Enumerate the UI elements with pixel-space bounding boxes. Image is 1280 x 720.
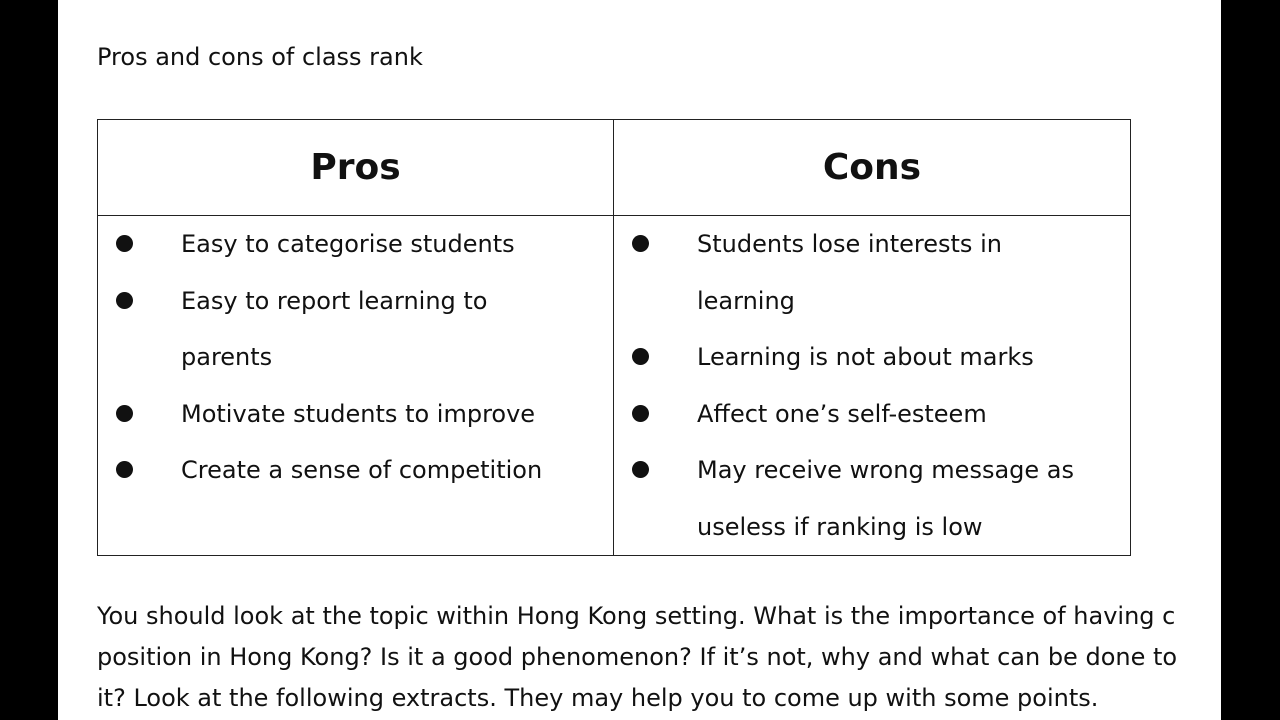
list-item-line: Easy to categorise students	[181, 230, 515, 258]
bullet-icon	[632, 461, 649, 478]
page-title: Pros and cons of class rank	[97, 43, 423, 71]
bullet-icon	[116, 461, 133, 478]
list-item	[614, 329, 1130, 386]
list-item	[614, 442, 1130, 555]
list-item-line: Create a sense of competition	[181, 456, 543, 484]
cons-column	[614, 120, 1130, 555]
cons-list	[614, 216, 1130, 555]
pros-heading: Pros	[98, 120, 613, 216]
list-item-line: learning	[697, 286, 795, 315]
bullet-icon	[632, 405, 649, 422]
pros-list	[98, 216, 613, 499]
bullet-icon	[632, 348, 649, 365]
list-item	[614, 216, 1130, 329]
list-item-line: parents	[181, 343, 273, 371]
pros-column	[98, 120, 614, 555]
list-item-line: Affect one’s self-esteem	[697, 399, 987, 428]
list-item-line: Easy to report learning to	[181, 286, 488, 315]
list-item-line: useless if ranking is low	[697, 512, 983, 541]
pros-cons-table	[97, 119, 1131, 556]
bullet-icon	[116, 405, 133, 422]
document-page	[58, 0, 1221, 720]
list-item	[614, 386, 1130, 443]
list-item	[98, 386, 613, 443]
list-item	[98, 216, 613, 273]
bullet-icon	[116, 235, 133, 252]
bullet-icon	[632, 235, 649, 252]
paragraph-line: You should look at the topic within Hong Kong setting. What is the importance of having c	[97, 602, 1176, 630]
list-item-line: Students lose interests in	[697, 230, 1002, 258]
instruction-paragraph	[97, 596, 1221, 719]
list-item-line: Motivate students to improve	[181, 399, 536, 428]
cons-heading: Cons	[614, 120, 1130, 216]
list-item	[98, 273, 613, 386]
list-item	[98, 442, 613, 499]
bullet-icon	[116, 292, 133, 309]
list-item-line: May receive wrong message as	[697, 456, 1075, 484]
paragraph-line: it? Look at the following extracts. They may help you to come up with some points.	[97, 684, 1099, 712]
list-item-line: Learning is not about marks	[697, 343, 1034, 371]
paragraph-line: position in Hong Kong? Is it a good phenomenon? If it’s not, why and what can be done to	[97, 643, 1178, 671]
